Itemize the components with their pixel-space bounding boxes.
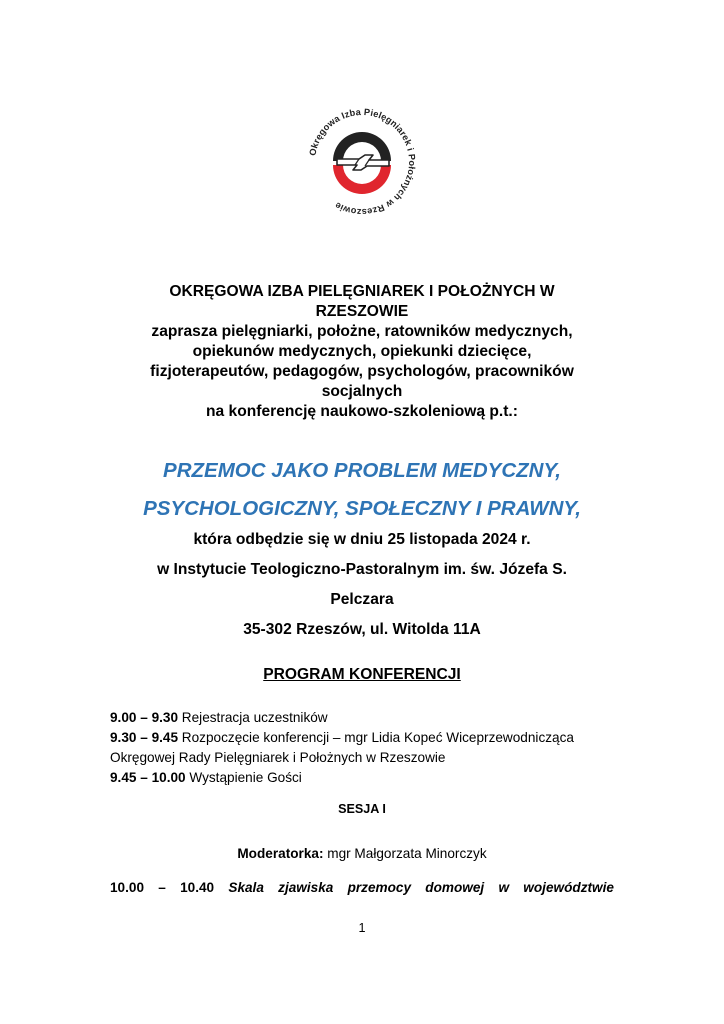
- conference-details: [100, 525, 624, 645]
- talk-title-word: w: [498, 880, 510, 895]
- talk-dash: –: [158, 880, 166, 895]
- conference-address: 35-302 Rzeszów, ul. Witolda 11A: [243, 621, 481, 638]
- invitation-line-5: na konferencję naukowo-szkoleniową p.t.:: [206, 403, 518, 420]
- moderator-name: mgr Małgorzata Minorczyk: [323, 846, 487, 861]
- agenda-text: Rejestracja uczestników: [178, 710, 328, 725]
- talk-start-time: 10.00: [110, 880, 145, 895]
- conference-venue-line-1: w Instytucie Teologiczno-Pastoralnym im. św. Józefa S.: [157, 561, 567, 578]
- session-title: SESJA I: [338, 802, 386, 816]
- chamber-name-line-2: RZESZOWIE: [315, 303, 409, 320]
- talk-title-word: domowej: [425, 880, 485, 895]
- session-moderator: [100, 846, 624, 861]
- agenda-text: Okręgowej Rady Pielęgniarek i Położnych w Rzeszowie: [110, 750, 446, 765]
- chamber-name-line-1: OKRĘGOWA IZBA PIELĘGNIAREK I POŁOŻNYCH W: [169, 283, 555, 300]
- agenda-item: [110, 748, 630, 768]
- chamber-logo-graphic: [303, 103, 421, 221]
- conference-title-line-2: PSYCHOLOGICZNY, SPOŁECZNY I PRAWNY,: [143, 497, 581, 520]
- invitation-line-1: zaprasza pielęgniarki, położne, ratowników medycznych,: [151, 323, 573, 340]
- talk-line: [110, 880, 614, 895]
- agenda-item: [110, 708, 630, 728]
- moderator-label: Moderatorka:: [237, 846, 324, 861]
- agenda-time: 9.00 – 9.30: [110, 710, 179, 725]
- program-heading: PROGRAM KONFERENCJI: [263, 666, 461, 683]
- invitation-line-4: socjalnych: [321, 383, 403, 400]
- conference-title-line-1: PRZEMOC JAKO PROBLEM MEDYCZNY,: [163, 459, 561, 482]
- agenda-time: 9.30 – 9.45: [110, 730, 179, 745]
- talk-title-word: Skala: [228, 880, 264, 895]
- talk-title-word: zjawiska: [278, 880, 334, 895]
- invitation-header: [100, 282, 624, 422]
- talk-title-word: przemocy: [347, 880, 412, 895]
- agenda-item: [110, 728, 630, 748]
- agenda-time: 9.45 – 10.00: [110, 770, 186, 785]
- svg-text:Okręgowa Izba Pielęgniarek i P: Okręgowa Izba Pielęgniarek i Położnych w Rzeszowie: [307, 106, 418, 218]
- agenda-text: Rozpoczęcie konferencji – mgr Lidia Kopeć Wiceprzewodnicząca: [178, 730, 574, 745]
- invitation-line-2: opiekunów medycznych, opiekunki dziecięce,: [192, 343, 532, 360]
- program-agenda: [110, 708, 630, 788]
- talk-end-time: 10.40: [180, 880, 215, 895]
- invitation-line-3: fizjoterapeutów, pedagogów, psychologów, pracowników: [150, 363, 574, 380]
- agenda-item: [110, 768, 630, 788]
- agenda-text: Wystąpienie Gości: [185, 770, 302, 785]
- page-number: 1: [358, 921, 366, 935]
- conference-title: [80, 452, 644, 528]
- conference-date: która odbędzie się w dniu 25 listopada 2024 r.: [193, 531, 531, 548]
- chamber-logo: [303, 103, 421, 221]
- conference-venue-line-2: Pelczara: [330, 591, 394, 608]
- talk-title-word: województwie: [523, 880, 614, 895]
